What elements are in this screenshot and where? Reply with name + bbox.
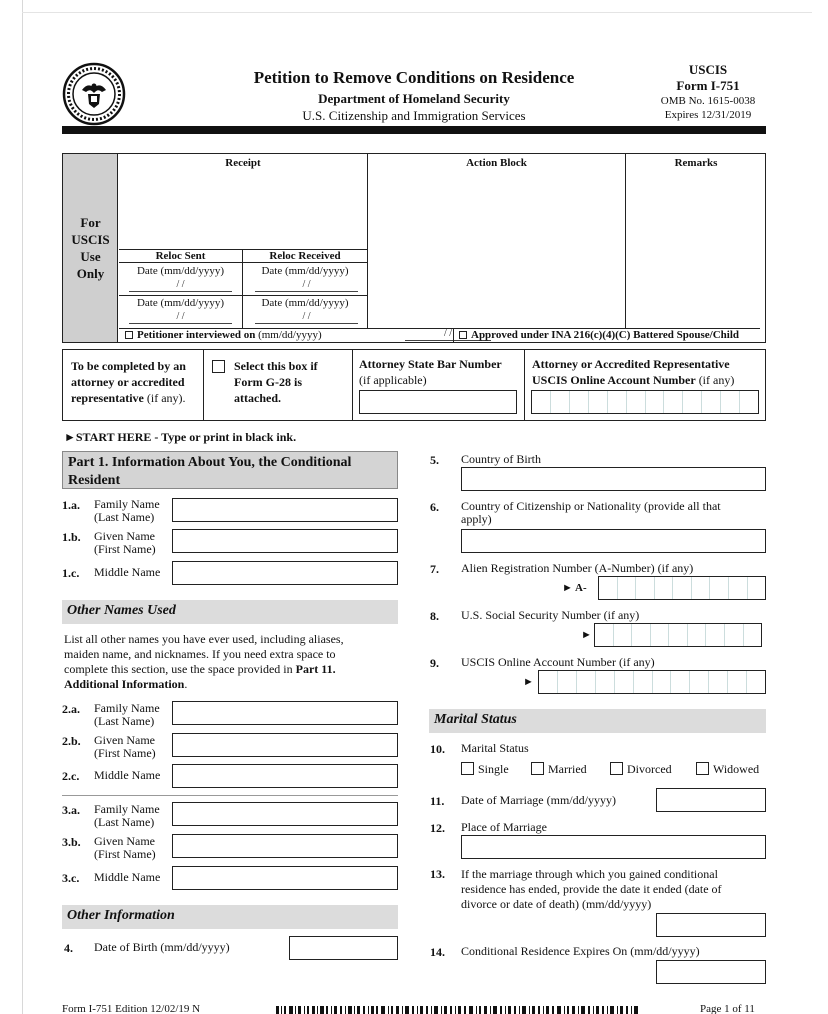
country-birth-input[interactable] bbox=[461, 467, 766, 491]
divider bbox=[524, 350, 525, 420]
approved-row[interactable]: Approved under INA 216(c)(4)(C) Battered Spouse/Child bbox=[459, 329, 739, 341]
residence-expires-label: Conditional Residence Expires On (mm/dd/yyyy) bbox=[461, 944, 700, 958]
reloc-sent-header: Reloc Sent bbox=[155, 250, 206, 262]
bar-number-label: Attorney State Bar Number (if applicable) bbox=[359, 357, 502, 387]
uscis-account-input[interactable] bbox=[538, 670, 766, 694]
ssn-arrow-icon: ► bbox=[581, 629, 592, 641]
uscis-use-label: For USCIS Use Only bbox=[71, 215, 110, 281]
marital-status-label: Marital Status bbox=[461, 741, 529, 755]
date-slashes: / / bbox=[176, 311, 185, 322]
item-number: 2.b. bbox=[62, 734, 81, 748]
other-family-name-input-2[interactable] bbox=[172, 802, 398, 826]
item-number: 1.b. bbox=[62, 530, 81, 544]
family-name-input[interactable] bbox=[172, 498, 398, 522]
divider bbox=[119, 295, 367, 296]
other-given-name-input[interactable] bbox=[172, 733, 398, 757]
married-checkbox[interactable] bbox=[531, 762, 544, 775]
interviewed-row[interactable]: Petitioner interviewed on (mm/dd/yyyy) bbox=[125, 329, 322, 341]
item-number: 6. bbox=[430, 500, 439, 514]
divider bbox=[625, 154, 626, 328]
marital-option-divorced[interactable]: Divorced bbox=[610, 762, 672, 777]
item-number: 14. bbox=[430, 945, 445, 959]
g28-checkbox[interactable] bbox=[212, 360, 225, 373]
marital-option-married[interactable]: Married bbox=[531, 762, 587, 777]
g28-label: Select this box if Form G-28 is attached. bbox=[234, 359, 318, 405]
form-edition: Form I-751 Edition 12/02/19 N bbox=[62, 1003, 201, 1014]
attorney-completed-by: To be completed by an attorney or accredited representative (if any). bbox=[71, 359, 186, 405]
remarks-header: Remarks bbox=[674, 157, 718, 169]
reloc-received-header: Reloc Received bbox=[269, 250, 341, 262]
date-slashes: / / bbox=[443, 328, 453, 339]
date-label: Date (mm/dd/yyyy) bbox=[261, 297, 349, 309]
start-here: ►START HERE - Type or print in black ink. bbox=[64, 430, 297, 444]
middle-name-label: Middle Name bbox=[94, 870, 161, 884]
family-name-label: Family Name (Last Name) bbox=[94, 802, 160, 829]
divider bbox=[62, 795, 398, 796]
bar-number-input[interactable] bbox=[359, 390, 517, 414]
agency-name: U.S. Citizenship and Immigration Services bbox=[302, 108, 526, 123]
date-underline bbox=[129, 323, 232, 324]
place-marriage-input[interactable] bbox=[461, 835, 766, 859]
marriage-ended-label: If the marriage through which you gained conditional residence has ended, provide the date it ended (date of divorce or date of death) (mm/dd/yyyy) bbox=[461, 867, 722, 911]
header-rule bbox=[62, 126, 766, 134]
page-left-edge bbox=[22, 0, 23, 1014]
receipt-header: Receipt bbox=[225, 157, 261, 169]
other-middle-name-input-2[interactable] bbox=[172, 866, 398, 890]
item-number: 8. bbox=[430, 609, 439, 623]
date-marriage-input[interactable] bbox=[656, 788, 766, 812]
expiration-date: Expires 12/31/2019 bbox=[664, 109, 752, 121]
uscis-account-arrow-icon: ► bbox=[523, 676, 534, 688]
date-label: Date (mm/dd/yyyy) bbox=[261, 265, 349, 277]
part1-heading: Part 1. Information About You, the Conditional Resident bbox=[62, 451, 398, 489]
other-names-instructions: List all other names you have ever used, including aliases, maiden name, and nicknames. If you need extra space to complete this section, use the space provided in Part 11. Additional Information. bbox=[64, 632, 344, 691]
given-name-input[interactable] bbox=[172, 529, 398, 553]
date-label: Date (mm/dd/yyyy) bbox=[136, 265, 225, 277]
item-number: 7. bbox=[430, 562, 439, 576]
marital-option-single[interactable]: Single bbox=[461, 762, 509, 777]
online-account-label: Attorney or Accredited Representative USCIS Online Account Number (if any) bbox=[532, 357, 735, 387]
approved-checkbox[interactable] bbox=[459, 331, 467, 339]
other-information-heading: Other Information bbox=[62, 905, 398, 929]
page-number: Page 1 of 11 bbox=[700, 1003, 755, 1014]
other-names-heading: Other Names Used bbox=[62, 600, 398, 624]
other-middle-name-input[interactable] bbox=[172, 764, 398, 788]
other-given-name-input-2[interactable] bbox=[172, 834, 398, 858]
residence-expires-input[interactable] bbox=[656, 960, 766, 984]
date-slashes: / / bbox=[176, 279, 185, 290]
middle-name-input[interactable] bbox=[172, 561, 398, 585]
date-marriage-label: Date of Marriage (mm/dd/yyyy) bbox=[461, 793, 616, 807]
dhs-seal-icon bbox=[62, 62, 126, 126]
marital-status-heading: Marital Status bbox=[429, 709, 766, 733]
omb-number: OMB No. 1615-0038 bbox=[660, 95, 756, 107]
action-block-header: Action Block bbox=[466, 157, 527, 169]
marriage-ended-input[interactable] bbox=[656, 913, 766, 937]
item-number: 12. bbox=[430, 821, 445, 835]
given-name-label: Given Name (First Name) bbox=[94, 529, 156, 556]
divider bbox=[367, 154, 368, 328]
item-number: 9. bbox=[430, 656, 439, 670]
item-number: 13. bbox=[430, 867, 445, 881]
a-number-label: Alien Registration Number (A-Number) (if any) bbox=[461, 561, 694, 575]
agency-short: USCIS bbox=[688, 62, 728, 77]
marital-option-widowed[interactable]: Widowed bbox=[696, 762, 759, 777]
page-top-edge bbox=[22, 12, 812, 13]
uscis-use-block bbox=[62, 153, 766, 343]
middle-name-label: Middle Name bbox=[94, 768, 161, 782]
date-underline bbox=[129, 291, 232, 292]
dob-label: Date of Birth (mm/dd/yyyy) bbox=[94, 940, 230, 954]
form-title: Petition to Remove Conditions on Residence bbox=[253, 68, 575, 87]
item-number: 11. bbox=[430, 794, 445, 808]
single-checkbox[interactable] bbox=[461, 762, 474, 775]
citizenship-label: Country of Citizenship or Nationality (provide all that apply) bbox=[461, 499, 721, 526]
date-underline bbox=[255, 291, 358, 292]
item-number: 4. bbox=[64, 941, 73, 955]
country-birth-label: Country of Birth bbox=[461, 452, 541, 466]
item-number: 1.c. bbox=[62, 566, 80, 580]
item-number: 10. bbox=[430, 742, 445, 756]
date-slashes: / / bbox=[302, 311, 311, 322]
item-number: 1.a. bbox=[62, 498, 80, 512]
given-name-label: Given Name (First Name) bbox=[94, 733, 156, 760]
family-name-label: Family Name (Last Name) bbox=[94, 701, 160, 728]
uscis-account-label: USCIS Online Account Number (if any) bbox=[461, 655, 655, 669]
attorney-block bbox=[62, 349, 766, 421]
item-number: 3.b. bbox=[62, 835, 81, 849]
place-marriage-label: Place of Marriage bbox=[461, 820, 547, 834]
dob-input[interactable] bbox=[289, 936, 398, 960]
barcode-icon bbox=[276, 1006, 640, 1014]
widowed-checkbox[interactable] bbox=[696, 762, 709, 775]
item-number: 2.a. bbox=[62, 702, 80, 716]
uscis-use-label-cell bbox=[63, 154, 118, 342]
online-account-input[interactable] bbox=[531, 390, 759, 414]
divider bbox=[352, 350, 353, 420]
other-family-name-input[interactable] bbox=[172, 701, 398, 725]
form-number: Form I-751 bbox=[676, 78, 740, 93]
divider bbox=[119, 262, 367, 263]
item-number: 3.c. bbox=[62, 871, 80, 885]
interviewed-checkbox[interactable] bbox=[125, 331, 133, 339]
item-number: 5. bbox=[430, 453, 439, 467]
item-number: 2.c. bbox=[62, 769, 80, 783]
item-number: 3.a. bbox=[62, 803, 80, 817]
family-name-label: Family Name (Last Name) bbox=[94, 497, 160, 524]
divider bbox=[203, 350, 204, 420]
ssn-label: U.S. Social Security Number (if any) bbox=[461, 608, 640, 622]
date-underline bbox=[255, 323, 358, 324]
date-label: Date (mm/dd/yyyy) bbox=[136, 297, 225, 309]
middle-name-label: Middle Name bbox=[94, 565, 161, 579]
ssn-input[interactable] bbox=[594, 623, 762, 647]
date-slashes: / / bbox=[302, 279, 311, 290]
citizenship-input[interactable] bbox=[461, 529, 766, 553]
department-name: Department of Homeland Security bbox=[318, 91, 510, 106]
a-number-prefix: ► A- bbox=[562, 582, 587, 594]
divorced-checkbox[interactable] bbox=[610, 762, 623, 775]
divider bbox=[453, 328, 454, 342]
given-name-label: Given Name (First Name) bbox=[94, 834, 156, 861]
a-number-input[interactable] bbox=[598, 576, 766, 600]
